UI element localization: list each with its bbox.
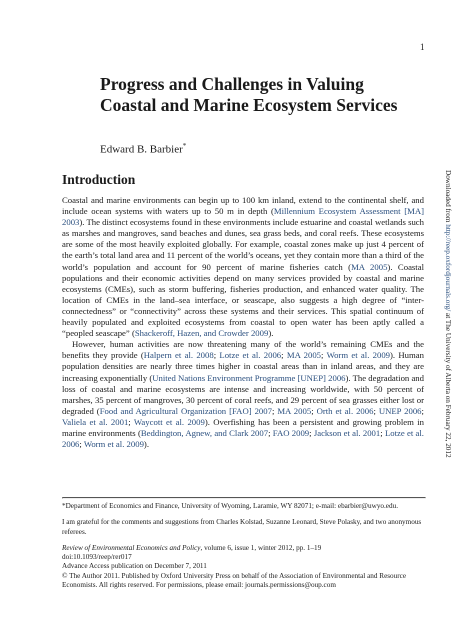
citation-link[interactable]: MA 2005 xyxy=(351,261,388,272)
citation-link[interactable]: Lotze et al. 2006 xyxy=(219,350,282,361)
paragraph-text: ). Coastal populations and their economic activities depend on many services provided by coastal and marine ecosystems (CMEs), such as storm buffering, fisheries production, and enhanced water quality. The location of CMEs in the land–sea interface, or seascape, also suggests a high degree of “inter-connectedness” or “connectivity” across these systems and their services. This spatial continuum of heavily populated and exploited ecosystems from coastal to open water has been aptly called a “peopled seascape” ( xyxy=(62,261,424,339)
paragraph-text: ; xyxy=(268,427,273,438)
paragraph-text: However, human activities are now threatening many of the world’s remaining CMEs and the benefits they provide ( xyxy=(62,339,424,361)
paragraph-text: ; xyxy=(321,350,327,361)
paragraph-text: ). The distinct ecosystems found in these environments include estuarine and coastal wetlands such as marshes and mangroves, sand beaches and dunes, sea grass beds, and coral reefs. These ecosystems are some of the most heavily exploited globally. For example, coastal zones make up just 4 percent of the earth’s total land area and 11 percent of the world’s oceans, yet they contain more than a third of the world’s population and account for 90 percent of marine fisheries catch ( xyxy=(62,217,424,272)
citation-link[interactable]: MA 2005 xyxy=(286,350,322,361)
paragraph-text: ). xyxy=(143,439,149,450)
copyright: © The Author 2011. Published by Oxford University Press on behalf of the Association of Environmental and Resource Economists. All rights reserved. For permissions, please email: journals.permissions@oup.com xyxy=(62,571,407,590)
doi: doi:10.1093/reep/rer017 xyxy=(62,553,132,562)
article-title: Progress and Challenges in Valuing Coastal and Marine Ecosystem Services xyxy=(100,74,398,115)
affiliation-footnote: *Department of Economics and Finance, University of Wyoming, Laramie, WY 82071; e-mail: ebarbier@uwyo.edu. xyxy=(62,502,398,510)
paragraph-text: ; xyxy=(380,427,385,438)
section-heading: Introduction xyxy=(62,172,136,187)
author-footnote-mark: * xyxy=(182,142,187,150)
citation-link[interactable]: Beddington, Agnew, and Clark 2007 xyxy=(140,427,269,438)
citation-link[interactable]: MA 2005 xyxy=(277,405,312,416)
paragraph-text: ). xyxy=(268,328,274,339)
citation-link[interactable]: Jackson et al. 2001 xyxy=(313,427,381,438)
citation-link[interactable]: Shackeroff, Hazen, and Crowder 2009 xyxy=(134,328,269,339)
citation-link[interactable]: United Nations Environment Programme [UNEP] 2006 xyxy=(152,372,346,383)
journal-name: Review of Environmental Economics and Policy xyxy=(62,543,201,552)
paragraph-text: Coastal and marine environments can begin up to 100 km inland, extend to the continental shelf, and include ocean systems with waters up to 50 m in depth ( xyxy=(62,195,424,217)
advance-access: Advance Access publication on December 7, 2011 xyxy=(62,562,207,571)
citation-link[interactable]: Orth et al. 2006 xyxy=(316,405,374,416)
acknowledgement-footnote: I am grateful for the comments and suggestions from Charles Kolstad, Suzanne Leonard, Steve Polasky, and two anonymous referees. xyxy=(62,518,422,536)
download-link[interactable]: http://reep.oxfordjournals.org/ xyxy=(444,224,452,312)
citation-link[interactable]: Food and Agricultural Organization [FAO] 2007 xyxy=(99,405,272,416)
paragraph-text: ). Overfishing has been a persistent and growing problem in marine environments ( xyxy=(62,416,424,438)
citation-link[interactable]: FAO 2009 xyxy=(272,427,310,438)
paragraph-text: ; xyxy=(421,405,424,416)
paragraph-text: ). The degradation and loss of coastal and marine ecosystems are intense and increasing worldwide, with 50 percent of marshes, 35 percent of mangroves, 30 percent of coral reefs, and 29 percent of sea grasses either lost or degraded ( xyxy=(62,372,424,416)
journal-citation xyxy=(62,544,424,553)
author-name: Edward B. Barbier xyxy=(100,143,183,156)
paragraph-text: ; xyxy=(311,405,317,416)
paragraph-text: ; xyxy=(213,350,220,361)
footnote-rule xyxy=(62,497,426,499)
citation-link[interactable]: Worm et al. 2009 xyxy=(83,439,144,450)
citation-link[interactable]: Halpern et al. 2008 xyxy=(143,350,214,361)
download-suffix: at The University of Alberta on February 22, 2012 xyxy=(444,311,452,458)
paragraph-text: ). Human population densities are nearly three times higher in coastal areas than in inland areas, and they are increasing exponentially ( xyxy=(62,350,424,383)
author-line xyxy=(100,142,186,156)
citation-link[interactable]: UNEP 2006 xyxy=(378,405,422,416)
paragraph-text: ; xyxy=(373,405,379,416)
citation-link[interactable]: Millennium Ecosystem Assessment [MA] 2003 xyxy=(62,206,424,228)
journal-details: , volume 6, issue 1, winter 2012, pp. 1–19 xyxy=(200,543,322,552)
citation-link[interactable]: Lotze et al. 2006 xyxy=(62,427,424,450)
download-watermark xyxy=(440,170,452,458)
body-text xyxy=(62,195,424,450)
paragraph-text: ; xyxy=(281,350,287,361)
paragraph-text: ; xyxy=(309,427,314,438)
paragraph-text: ; xyxy=(271,405,278,416)
page-number: 1 xyxy=(420,42,425,52)
citation-link[interactable]: Valiela et al. 2001 xyxy=(62,416,129,427)
footnotes xyxy=(62,502,424,590)
paragraph-text: ; xyxy=(79,439,84,450)
download-prefix: Downloaded from xyxy=(444,170,452,225)
citation-link[interactable]: Waycott et al. 2009 xyxy=(133,416,205,427)
paragraph-2 xyxy=(62,339,424,450)
citation-link[interactable]: Worm et al. 2009 xyxy=(326,350,391,361)
paragraph-text: ; xyxy=(128,416,134,427)
paragraph-1 xyxy=(62,195,424,339)
